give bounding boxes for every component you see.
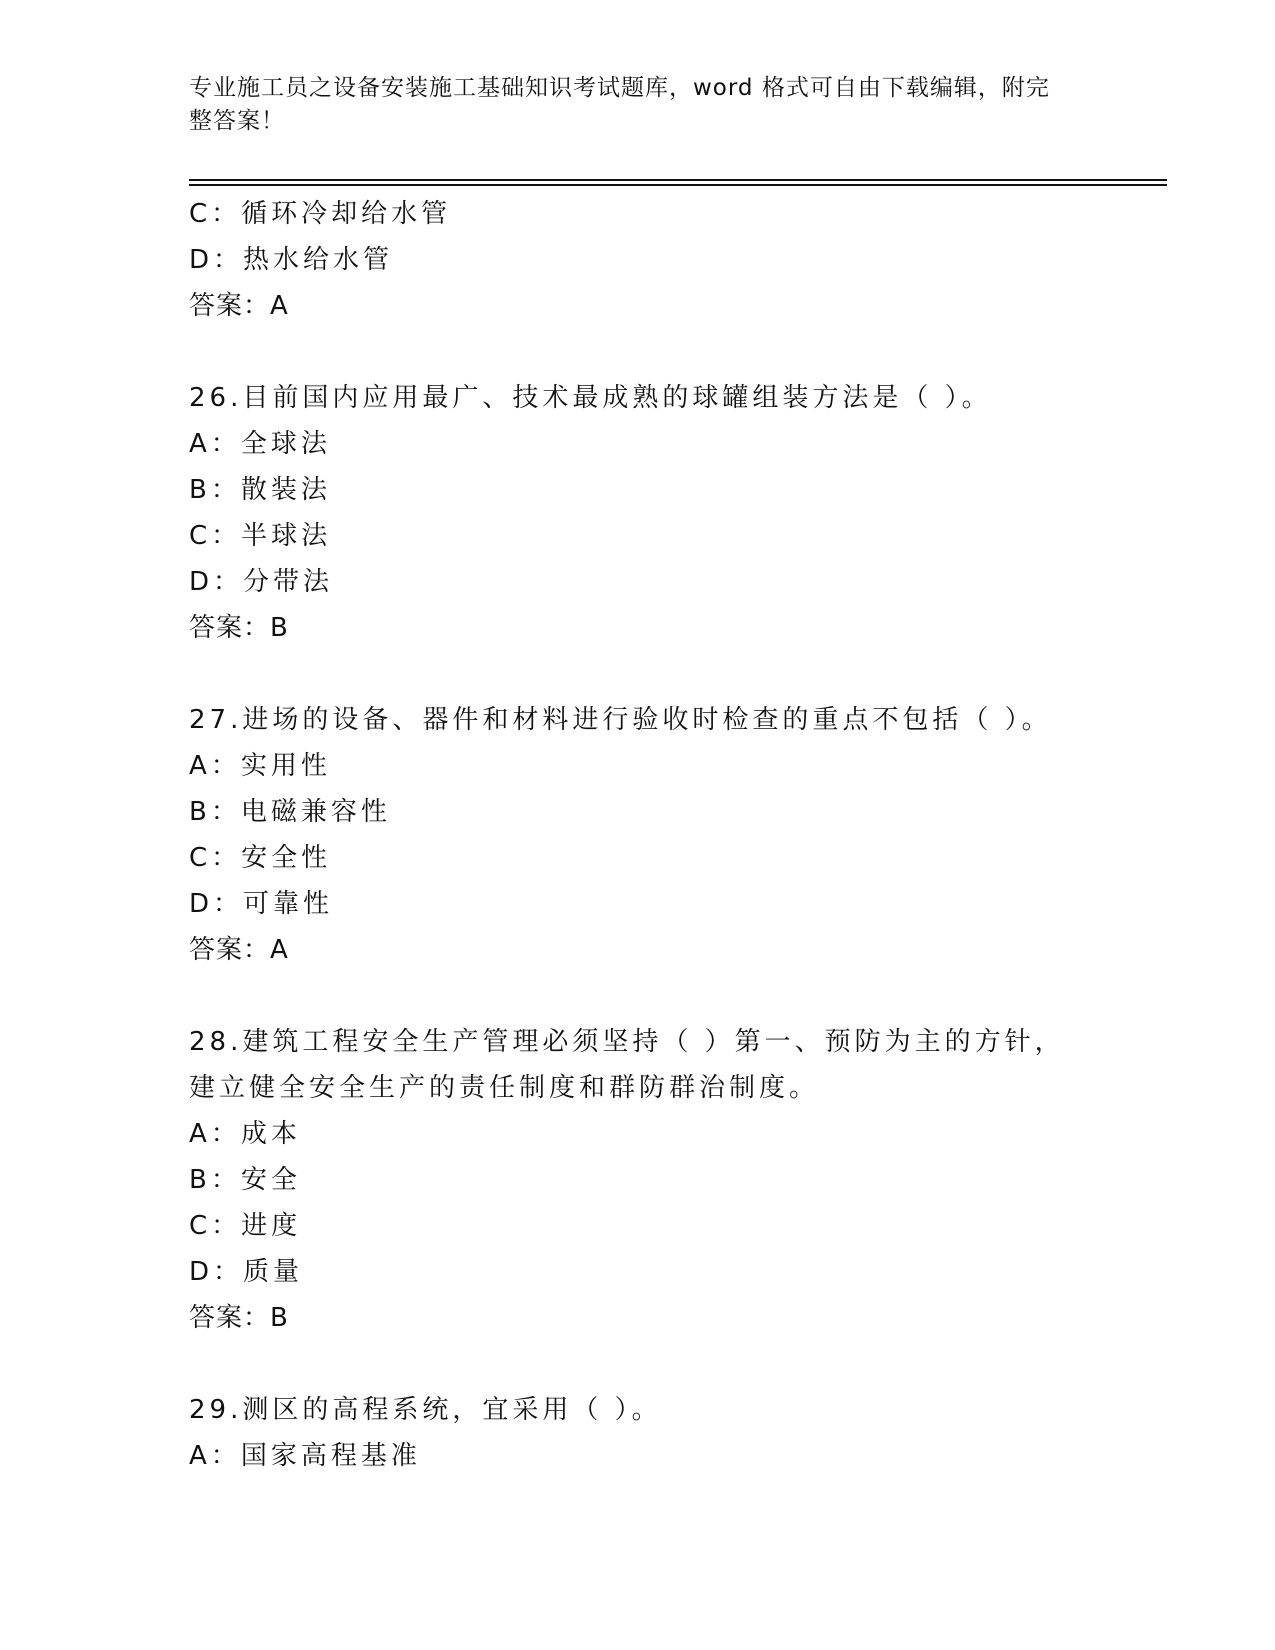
- spacer: [189, 329, 1149, 375]
- option-item: B：安全: [189, 1165, 301, 1195]
- option-item: D：质量: [189, 1257, 304, 1287]
- option-item: A：全球法: [189, 429, 331, 459]
- header-rule-bottom: [189, 184, 1167, 186]
- option-item: D：热水给水管: [189, 245, 394, 275]
- option-item: C：安全性: [189, 843, 332, 873]
- header-rule-top: [189, 179, 1167, 181]
- option-item: A：实用性: [189, 751, 331, 781]
- question-stem: 26.目前国内应用最广、技术最成熟的球罐组装方法是（ ）。: [189, 383, 992, 413]
- spacer: [189, 1341, 1149, 1387]
- option-item: C：循环冷却给水管: [189, 199, 452, 229]
- option-item: D：分带法: [189, 567, 334, 597]
- option-item: B：散装法: [189, 475, 331, 505]
- question-list: [189, 191, 1149, 1479]
- option-item: A：成本: [189, 1119, 301, 1149]
- answer-line: 答案：B: [189, 613, 289, 643]
- spacer: [189, 651, 1149, 697]
- option-item: C：半球法: [189, 521, 332, 551]
- question-stem: 28.建筑工程安全生产管理必须坚持（ ）第一、预防为主的方针，建立健全安全生产的责任制度和群防群治制度。: [189, 1027, 1065, 1103]
- answer-line: 答案：A: [189, 935, 289, 965]
- answer-line: 答案：B: [189, 1303, 289, 1333]
- answer-line: 答案：A: [189, 291, 289, 321]
- option-item: B：电磁兼容性: [189, 797, 391, 827]
- question-stem: 27.进场的设备、器件和材料进行验收时检查的重点不包括（ ）。: [189, 705, 1052, 735]
- option-item: C：进度: [189, 1211, 302, 1241]
- question-stem: 29.测区的高程系统，宜采用（ ）。: [189, 1395, 662, 1425]
- document-header: 专业施工员之设备安装施工基础知识考试题库，word 格式可自由下载编辑，附完整答案！: [189, 75, 1050, 134]
- option-item: A：国家高程基准: [189, 1441, 421, 1471]
- option-item: D：可靠性: [189, 889, 334, 919]
- spacer: [189, 973, 1149, 1019]
